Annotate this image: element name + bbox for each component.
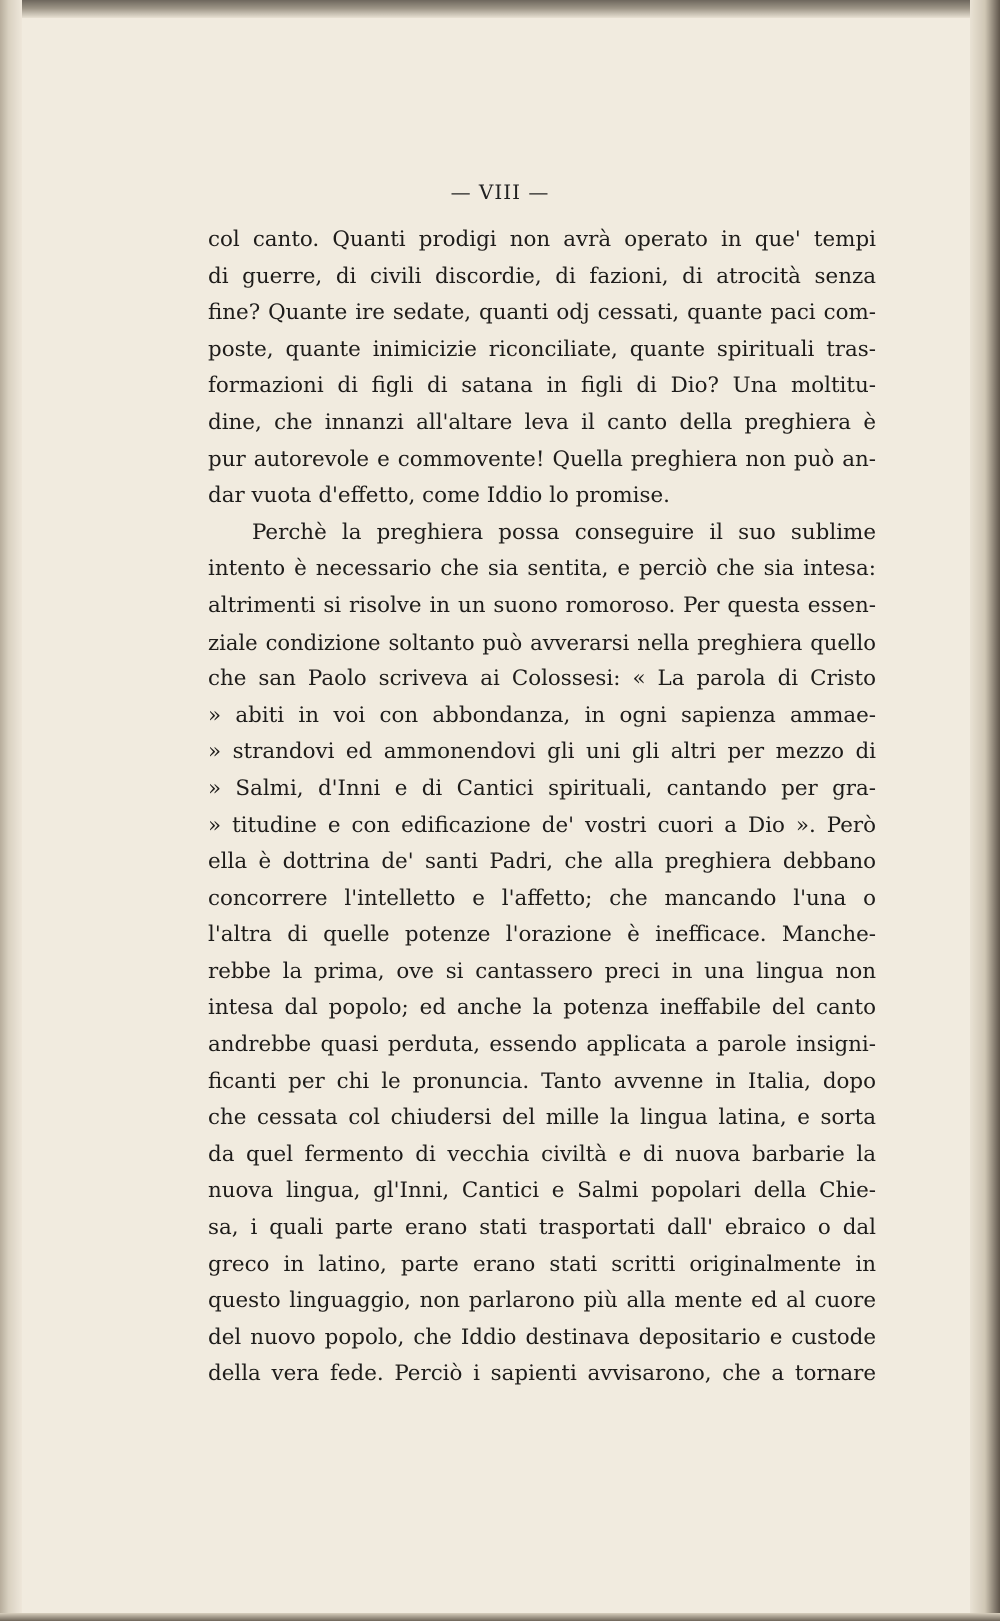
text-line: da quel fermento di vecchia civiltà e di nuova barbarie la [208,1141,876,1167]
text-line: formazioni di figli di satana in figli di Dio? Una moltitu- [208,373,876,399]
text-line: poste, quante inimicizie riconciliate, quante spirituali tras- [208,336,876,362]
text-line: l'altra di quelle potenze l'orazione è inefficace. Manche- [208,922,876,948]
text-line: dine, che innanzi all'altare leva il canto della preghiera è [208,409,876,435]
text-line: concorrere l'intelletto e l'affetto; che mancando l'una o [208,885,876,911]
text-line: ficanti per chi le pronuncia. Tanto avvenne in Italia, dopo [208,1068,876,1094]
text-line: altrimenti si risolve in un suono romoroso. Per questa essen- [208,592,876,618]
text-line: della vera fede. Perciò i sapienti avvisarono, che a tornare [208,1361,876,1387]
text-line: pur autorevole e commovente! Quella preghiera non può an- [208,446,876,472]
page-number: — VIII — [450,180,550,204]
paragraph-start-line: Perchè la preghiera possa conseguire il suo sublime [252,519,876,545]
text-line: ziale condizione soltanto può avverarsi nella preghiera quello [208,629,876,655]
page-bottom-edge [0,1613,1000,1621]
text-line: nuova lingua, gl'Inni, Cantici e Salmi popolari della Chie- [208,1178,876,1204]
text-line: intesa dal popolo; ed anche la potenza ineffabile del canto [208,995,876,1021]
page-right-edge [970,0,1000,1621]
text-line: sa, i quali parte erano stati trasportati dall' ebraico o dal [208,1215,876,1241]
text-line: che cessata col chiudersi del mille la lingua latina, e sorta [208,1105,876,1131]
text-line: intento è necessario che sia sentita, e perciò che sia intesa: [208,556,876,582]
page-left-edge [0,0,22,1621]
body-text [208,222,876,1393]
text-line: fine? Quante ire sedate, quanti odj cessati, quante paci com- [208,300,876,326]
quote-line: » strandovi ed ammonendovi gli uni gli altri per mezzo di [208,739,876,765]
text-line: ella è dottrina de' santi Padri, che alla preghiera debbano [208,849,876,875]
quote-line: » abiti in voi con abbondanza, in ogni sapienza ammae- [208,702,876,728]
quote-line: » titudine e con edificazione de' vostri cuori a Dio ». Però [208,812,876,838]
text-line: andrebbe quasi perduta, essendo applicata a parole insigni- [208,1032,876,1058]
text-line: che san Paolo scriveva ai Colossesi: « La parola di Cristo [208,666,876,692]
text-line: dar vuota d'effetto, come Iddio lo promise. [208,483,670,509]
page-top-edge [0,0,1000,18]
text-line: rebbe la prima, ove si cantassero preci in una lingua non [208,958,876,984]
quote-line: » Salmi, d'Inni e di Cantici spirituali, cantando per gra- [208,775,876,801]
text-line: col canto. Quanti prodigi non avrà operato in que' tempi [208,227,876,252]
text-line: questo linguaggio, non parlarono più alla mente ed al cuore [208,1288,876,1314]
text-line: del nuovo popolo, che Iddio destinava depositario e custode [208,1324,876,1350]
text-line: greco in latino, parte erano stati scritti originalmente in [208,1251,876,1277]
text-line: di guerre, di civili discordie, di fazioni, di atrocità senza [208,263,876,289]
